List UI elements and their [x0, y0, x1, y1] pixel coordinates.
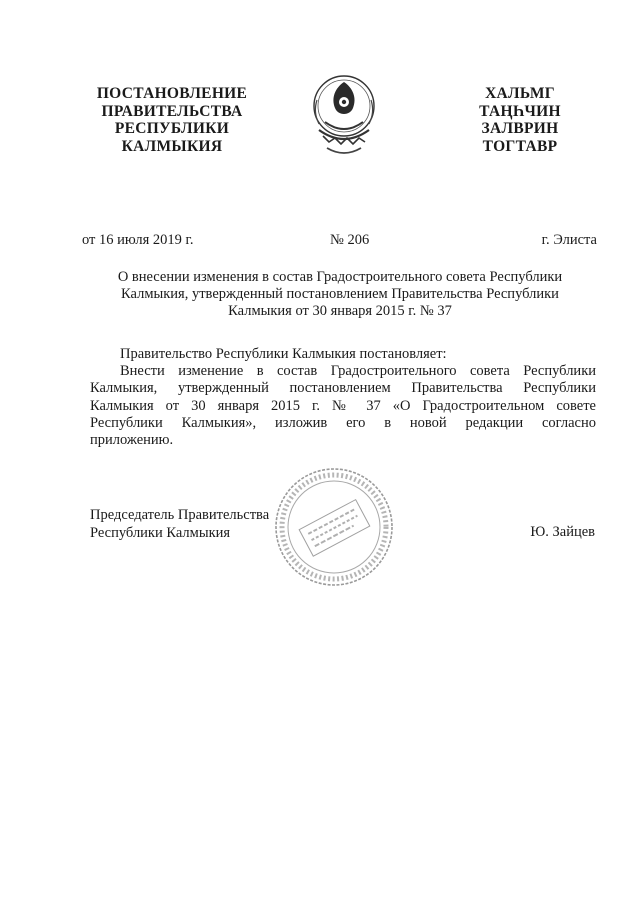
- subject-line: О внесении изменения в состав Градостроительного совета Республики: [117, 269, 563, 285]
- body-line: Калмыкия, утвержденный постановлением Правительства Республики: [90, 380, 596, 397]
- header-line: ЗАЛВРИН: [481, 120, 559, 137]
- subject-line: Калмыкия, утвержденный постановлением Правительства Республики: [121, 286, 559, 302]
- document-date: от 16 июля 2019 г.: [82, 232, 194, 248]
- body-line: приложению.: [90, 432, 174, 449]
- coat-of-arms-icon: [305, 72, 383, 158]
- official-seal-stamp-icon: [272, 465, 396, 589]
- document-city: г. Элиста: [541, 232, 597, 248]
- signatory-title: [90, 507, 269, 542]
- body-line: Внести изменение в состав Градостроительного совета Республики: [120, 363, 596, 380]
- subject-line: Калмыкия от 30 января 2015 г. № 37: [228, 303, 452, 319]
- header-line: ТАҢҺЧИН: [479, 102, 561, 120]
- header-line: ПРАВИТЕЛЬСТВА: [101, 102, 243, 120]
- header-line: РЕСПУБЛИКИ: [114, 120, 230, 137]
- signatory-title-line: Республики Калмыкия: [90, 524, 231, 541]
- resolution-lead: Правительство Республики Калмыкия постановляет:: [120, 346, 447, 362]
- signatory-title-line: Председатель Правительства: [90, 507, 270, 523]
- document-subject: [90, 269, 590, 320]
- document-body: [90, 346, 596, 449]
- header-line: ПОСТАНОВЛЕНИЕ: [96, 85, 248, 102]
- header-line: ХАЛЬМГ: [485, 85, 555, 102]
- header-title-russian: [72, 85, 272, 155]
- document-number: № 206: [330, 232, 370, 248]
- header-line: ТОГТАВР: [482, 137, 558, 155]
- body-line: Калмыкия от 30 января 2015 г. № 37 «О Градостроительном совете: [90, 397, 596, 414]
- header-line: КАЛМЫКИЯ: [121, 137, 223, 155]
- signatory-name: Ю. Зайцев: [530, 524, 595, 540]
- header-title-kalmyk: [420, 85, 620, 155]
- body-line: Республики Калмыкия», изложив его в новой редакции согласно: [90, 414, 596, 431]
